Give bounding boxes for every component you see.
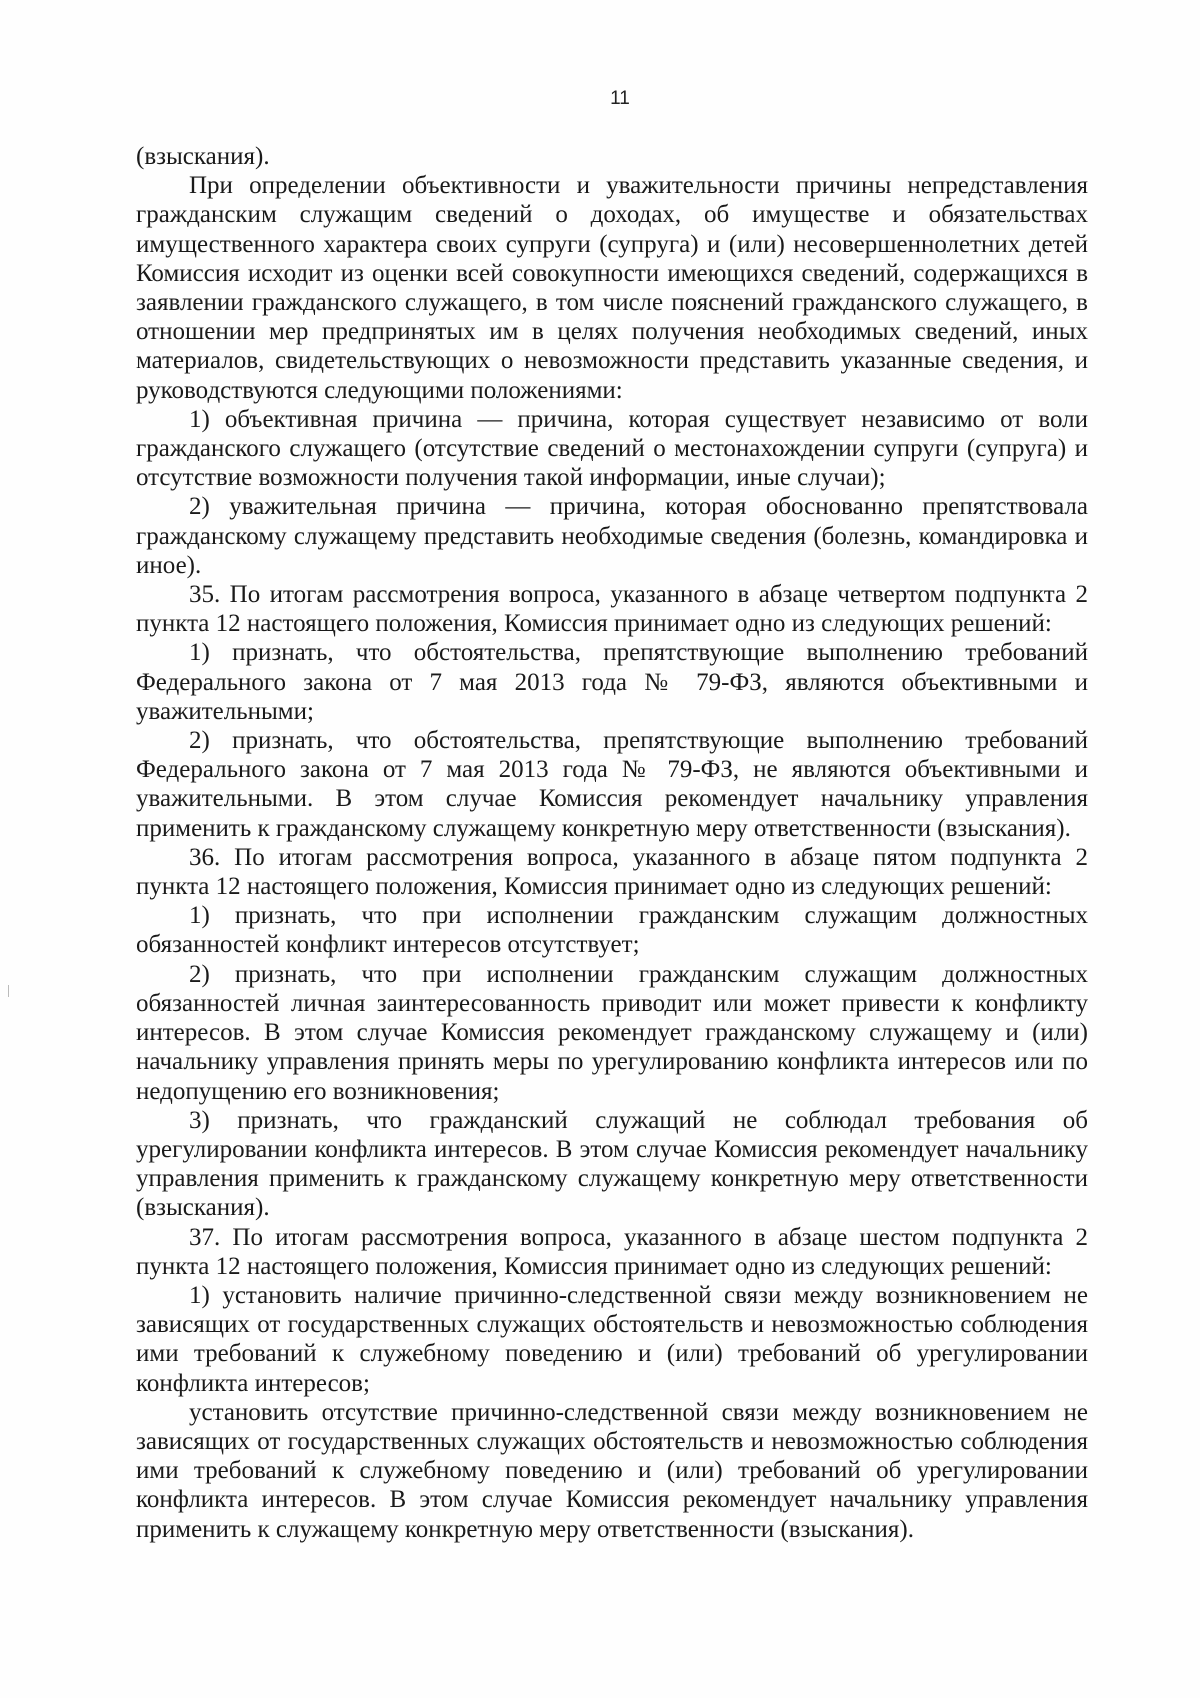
paragraph-valid-reason: 2) уважительная причина — причина, которая обоснованно препятствовала гражданскому служащему представить необходимые сведения (болезнь, командировка и иное). bbox=[136, 493, 1088, 579]
page-number: 11 bbox=[610, 88, 630, 109]
paragraph-item-37-decision-2: установить отсутствие причинно-следственной связи между возникновением не зависящих от государственных служащих обстоятельств и невозможностью соблюдения ими требований к служебному поведению и (или) требований об урегулировании конфликта интересов. В этом случае Комиссия рекомендует начальнику управления применить к служащему конкретную меру ответственности (взыскания). bbox=[136, 1398, 1088, 1543]
paragraph-item-37-decision-1: 1) установить наличие причинно-следственной связи между возникновением не зависящих от государственных служащих обстоятельств и невозможностью соблюдения ими требований к служебному поведению и (или) требований об урегулировании конфликта интересов; bbox=[136, 1281, 1088, 1397]
document-body bbox=[136, 142, 1088, 1544]
paragraph-objective-reason: 1) объективная причина — причина, которая существует независимо от воли гражданского служащего (отсутствие сведений о местонахождении супруги (супруга) и отсутствие возможности получения такой информации, иные случаи); bbox=[136, 405, 1088, 492]
paragraph-item-36-decision-1: 1) признать, что при исполнении гражданским служащим должностных обязанностей конфликт интересов отсутствует; bbox=[136, 902, 1088, 959]
paragraph-determination-intro: При определении объективности и уважительности причины непредставления гражданским служащим сведений о доходах, об имуществе и обязательствах имущественного характера своих супруги (супруга) и (или) несовершеннолетних детей Комиссия исходит из оценки всей совокупности имеющихся сведений, содержащихся в заявлении гражданского служащего, в том числе пояснений гражданского служащего, в отношении мер предпринятых им в целях получения необходимых сведений, иных материалов, свидетельствующих о невозможности представить указанные сведения, и руководствуются следующими положениями: bbox=[136, 172, 1088, 404]
paragraph-continuation: (взыскания). bbox=[136, 143, 270, 170]
scan-margin-mark bbox=[8, 985, 9, 997]
paragraph-item-36: 36. По итогам рассмотрения вопроса, указанного в абзаце пятом подпункта 2 пункта 12 настоящего положения, Комиссия принимает одно из следующих решений: bbox=[136, 843, 1088, 901]
paragraph-item-35: 35. По итогам рассмотрения вопроса, указанного в абзаце четвертом подпункта 2 пункта 12 настоящего положения, Комиссия принимает одно из следующих решений: bbox=[136, 581, 1088, 638]
paragraph-item-36-decision-2: 2) признать, что при исполнении гражданским служащим должностных обязанностей личная заинтересованность приводит или может привести к конфликту интересов. В этом случае Комиссия рекомендует гражданскому служащему и (или) начальнику управления принять меры по урегулированию конфликта интересов или по недопущению его возникновения; bbox=[136, 960, 1088, 1105]
paragraph-item-35-decision-2: 2) признать, что обстоятельства, препятствующие выполнению требований Федерального закона от 7 мая 2013 года № 79-ФЗ, не являются объективными и уважительными. В этом случае Комиссия рекомендует начальнику управления применить к гражданскому служащему конкретную меру ответственности (взыскания). bbox=[136, 727, 1088, 842]
paragraph-item-36-decision-3: 3) признать, что гражданский служащий не соблюдал требования об урегулировании конфликта интересов. В этом случае Комиссия рекомендует начальнику управления применить к гражданскому служащему конкретную меру ответственности (взыскания). bbox=[136, 1106, 1088, 1222]
paragraph-item-35-decision-1: 1) признать, что обстоятельства, препятствующие выполнению требований Федерального закона от 7 мая 2013 года № 79-ФЗ, являются объективными и уважительными; bbox=[136, 639, 1088, 725]
paragraph-item-37: 37. По итогам рассмотрения вопроса, указанного в абзаце шестом подпункта 2 пункта 12 настоящего положения, Комиссия принимает одно из следующих решений: bbox=[136, 1223, 1088, 1280]
